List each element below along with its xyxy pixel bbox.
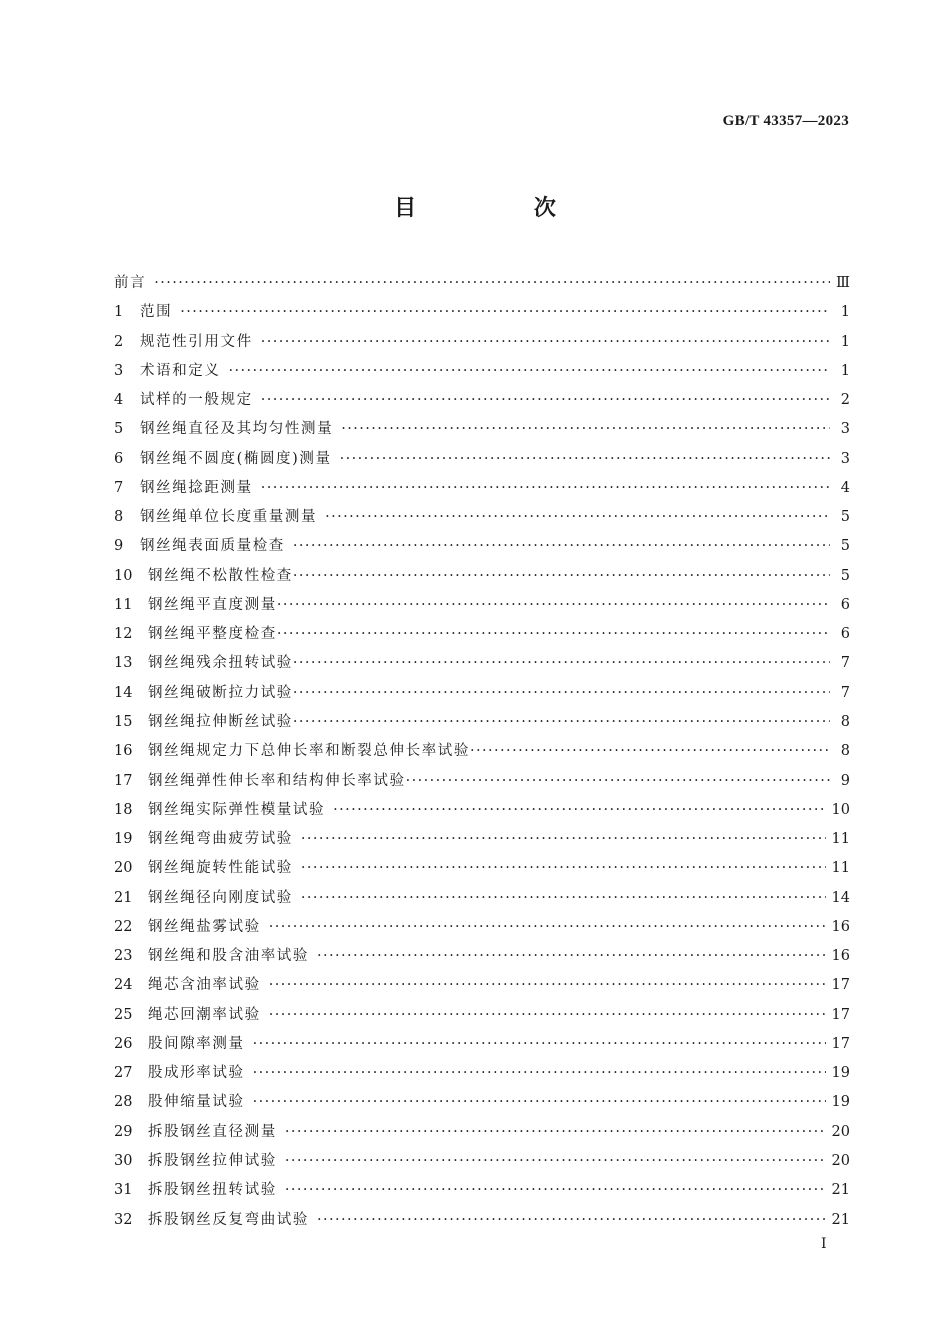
toc-entry-label: 拆股钢丝拉伸试验 xyxy=(148,1152,277,1169)
toc-entry[interactable] xyxy=(114,854,850,883)
toc-entry-label: 钢丝绳平直度测量 xyxy=(148,596,277,613)
toc-leader-dots xyxy=(293,562,830,591)
toc-entry-label: 钢丝绳拉伸断丝试验 xyxy=(148,713,293,730)
toc-entry-page: 19 xyxy=(831,1065,850,1082)
toc-entry-label: 钢丝绳不圆度(椭圆度)测量 xyxy=(140,450,332,467)
toc-entry-label: 钢丝绳残余扭转试验 xyxy=(148,655,293,672)
toc-entry-label: 规范性引用文件 xyxy=(140,333,253,350)
toc-entry-page: 8 xyxy=(840,743,850,760)
toc-entry-label: 范围 xyxy=(140,304,173,321)
toc-entry[interactable] xyxy=(114,884,850,913)
toc-entry-page: 21 xyxy=(831,1182,850,1199)
toc-entry-label: 术语和定义 xyxy=(140,362,221,379)
toc-entry-page: 17 xyxy=(831,977,850,994)
toc-entry-page: 1 xyxy=(840,304,850,321)
toc-entry[interactable] xyxy=(114,825,850,854)
toc-entry-page: 6 xyxy=(840,626,850,643)
toc-entry-number: 9 xyxy=(114,538,124,555)
toc-entry[interactable] xyxy=(114,1176,850,1205)
toc-entry[interactable] xyxy=(114,562,850,591)
toc-entry-page: 11 xyxy=(831,860,850,877)
toc-entry-page: 7 xyxy=(840,655,850,672)
toc-entry-page: 9 xyxy=(840,772,850,789)
toc-leader-dots xyxy=(285,1147,826,1176)
toc-entry[interactable] xyxy=(114,737,850,766)
toc-entry-number: 3 xyxy=(114,362,124,379)
toc-entry-page: 10 xyxy=(831,801,850,818)
toc-entry-number: 24 xyxy=(114,977,133,994)
toc-leader-dots xyxy=(261,386,830,415)
toc-entry-page: 16 xyxy=(831,948,850,965)
toc-entry-label: 钢丝绳旋转性能试验 xyxy=(148,860,293,877)
toc-entry[interactable] xyxy=(114,328,850,357)
toc-leader-dots xyxy=(317,1206,826,1235)
toc-leader-dots xyxy=(261,474,830,503)
toc-leader-dots xyxy=(293,649,830,678)
toc-entry-number: 23 xyxy=(114,948,133,965)
toc-leader-dots xyxy=(325,503,830,532)
toc-entry-number: 28 xyxy=(114,1094,133,1111)
toc-entry-label: 拆股钢丝直径测量 xyxy=(148,1123,277,1140)
toc-entry-label: 绳芯回潮率试验 xyxy=(148,1006,261,1023)
toc-leader-dots xyxy=(269,971,826,1000)
toc-entry-page: 3 xyxy=(840,450,850,467)
toc-entry[interactable] xyxy=(114,649,850,678)
toc-entry-label: 股伸缩量试验 xyxy=(148,1094,245,1111)
toc-entry-page: 6 xyxy=(840,596,850,613)
toc-leader-dots xyxy=(285,1118,826,1147)
toc-entry[interactable] xyxy=(114,1030,850,1059)
toc-entry[interactable] xyxy=(114,1206,850,1235)
toc-entry-number: 16 xyxy=(114,743,133,760)
toc-entry-number: 2 xyxy=(114,333,124,350)
toc-entry-page: 3 xyxy=(840,421,850,438)
toc-entry-number: 31 xyxy=(114,1182,133,1199)
toc-entry-label: 钢丝绳和股含油率试验 xyxy=(148,948,309,965)
toc-leader-dots xyxy=(301,854,826,883)
toc-leader-dots xyxy=(253,1030,826,1059)
toc-entry-label: 试样的一般规定 xyxy=(140,392,253,409)
toc-leader-dots xyxy=(317,942,826,971)
toc-entry-page: 17 xyxy=(831,1006,850,1023)
toc-entry-label: 钢丝绳规定力下总伸长率和断裂总伸长率试验 xyxy=(148,743,470,760)
toc-entry[interactable] xyxy=(114,1059,850,1088)
toc-leader-dots xyxy=(253,1088,826,1117)
toc-entry-label: 钢丝绳弹性伸长率和结构伸长率试验 xyxy=(148,772,406,789)
toc-entry[interactable] xyxy=(114,971,850,1000)
toc-entry-number: 10 xyxy=(114,567,133,584)
toc-entry-page: 4 xyxy=(840,479,850,496)
toc-entry-number: 21 xyxy=(114,889,133,906)
toc-entry[interactable] xyxy=(114,913,850,942)
toc-entry[interactable] xyxy=(114,357,850,386)
toc-entry[interactable] xyxy=(114,1001,850,1030)
toc-entry-number: 17 xyxy=(114,772,133,789)
toc-entry-number: 13 xyxy=(114,655,133,672)
toc-leader-dots xyxy=(285,1176,826,1205)
toc-entry-number: 15 xyxy=(114,713,133,730)
toc-entry-page: 21 xyxy=(831,1211,850,1228)
toc-entry-label: 股间隙率测量 xyxy=(148,1035,245,1052)
toc-entry-number: 22 xyxy=(114,918,133,935)
toc-entry-label: 拆股钢丝扭转试验 xyxy=(148,1182,277,1199)
toc-entry[interactable] xyxy=(114,591,850,620)
toc-entry-number: 8 xyxy=(114,509,124,526)
toc-entry-page: 20 xyxy=(831,1152,850,1169)
toc-entry-label: 绳芯含油率试验 xyxy=(148,977,261,994)
toc-entry-label: 钢丝绳盐雾试验 xyxy=(148,918,261,935)
toc-entry-label: 拆股钢丝反复弯曲试验 xyxy=(148,1211,309,1228)
toc-entry-page: 11 xyxy=(831,831,850,848)
toc-leader-dots xyxy=(229,357,831,386)
toc-entry-label: 前言 xyxy=(114,275,147,291)
toc-entry-label: 钢丝绳弯曲疲劳试验 xyxy=(148,831,293,848)
toc-leader-dots xyxy=(253,1059,826,1088)
toc-leader-dots xyxy=(154,269,830,298)
toc-entry[interactable] xyxy=(114,532,850,561)
toc-entry[interactable] xyxy=(114,269,850,298)
toc-entry-page: 5 xyxy=(840,538,850,555)
toc-entry-label: 钢丝绳破断拉力试验 xyxy=(148,684,293,701)
toc-entry[interactable] xyxy=(114,445,850,474)
toc-entry-page: 20 xyxy=(831,1123,850,1140)
toc-entry-label: 钢丝绳平整度检查 xyxy=(148,626,277,643)
toc-entry-number: 18 xyxy=(114,801,133,818)
toc-leader-dots xyxy=(341,415,830,444)
toc-entry-number: 12 xyxy=(114,626,133,643)
toc-entry-number: 5 xyxy=(114,421,124,438)
toc-entry-label: 钢丝绳直径及其均匀性测量 xyxy=(140,421,334,438)
toc-entry-number: 14 xyxy=(114,684,133,701)
toc-entry-number: 20 xyxy=(114,860,133,877)
toc-entry-page: 1 xyxy=(840,362,850,379)
toc-leader-dots xyxy=(406,767,830,796)
toc-entry-label: 钢丝绳径向刚度试验 xyxy=(148,889,293,906)
toc-entry[interactable] xyxy=(114,708,850,737)
toc-entry-number: 30 xyxy=(114,1152,133,1169)
toc-entry-label: 钢丝绳不松散性检查 xyxy=(148,567,293,584)
toc-entry-page: 8 xyxy=(840,713,850,730)
toc-leader-dots xyxy=(293,679,830,708)
toc-entry[interactable] xyxy=(114,503,850,532)
toc-entry[interactable] xyxy=(114,415,850,444)
toc-entry-number: 6 xyxy=(114,450,124,467)
toc-entry[interactable] xyxy=(114,620,850,649)
toc-entry-label: 股成形率试验 xyxy=(148,1065,245,1082)
toc-entry-page: 5 xyxy=(840,509,850,526)
toc-entry[interactable] xyxy=(114,474,850,503)
toc-entry-page: Ⅲ xyxy=(836,275,850,291)
toc-entry-page: 16 xyxy=(831,918,850,935)
toc-leader-dots xyxy=(269,913,826,942)
toc-entry[interactable] xyxy=(114,1088,850,1117)
toc-entry[interactable] xyxy=(114,767,850,796)
toc-entry[interactable] xyxy=(114,796,850,825)
toc-leader-dots xyxy=(277,620,830,649)
toc-entry[interactable] xyxy=(114,298,850,327)
toc-entry[interactable] xyxy=(114,386,850,415)
toc-entry-page: 2 xyxy=(840,392,850,409)
toc-leader-dots xyxy=(301,825,826,854)
toc-entry-page: 5 xyxy=(840,567,850,584)
toc-entry-label: 钢丝绳表面质量检查 xyxy=(140,538,285,555)
toc-leader-dots xyxy=(180,298,830,327)
toc-entry-number: 27 xyxy=(114,1065,133,1082)
toc-entry-page: 17 xyxy=(831,1035,850,1052)
toc-entry-page: 19 xyxy=(831,1094,850,1111)
toc-entry-number: 25 xyxy=(114,1006,133,1023)
toc-leader-dots xyxy=(333,796,825,825)
toc-entry-label: 钢丝绳捻距测量 xyxy=(140,479,253,496)
toc-entry-page: 14 xyxy=(831,889,850,906)
toc-entry[interactable] xyxy=(114,942,850,971)
toc-leader-dots xyxy=(261,328,830,357)
toc-entry-number: 1 xyxy=(114,304,124,321)
toc-leader-dots xyxy=(293,708,830,737)
toc-leader-dots xyxy=(269,1001,826,1030)
toc-leader-dots xyxy=(301,884,826,913)
toc-entry-number: 11 xyxy=(114,596,133,613)
standard-code: GB/T 43357—2023 xyxy=(722,113,849,129)
toc-entry[interactable] xyxy=(114,1147,850,1176)
toc-entry-number: 29 xyxy=(114,1123,133,1140)
toc-leader-dots xyxy=(277,591,830,620)
page-title: 目 次 xyxy=(394,196,611,221)
toc-entry-number: 4 xyxy=(114,392,124,409)
toc-leader-dots xyxy=(470,737,830,766)
toc-entry-number: 7 xyxy=(114,479,124,496)
toc-entry-number: 19 xyxy=(114,831,133,848)
toc-leader-dots xyxy=(340,445,830,474)
toc-entry-number: 26 xyxy=(114,1035,133,1052)
table-of-contents xyxy=(114,269,850,1235)
page-number: I xyxy=(821,1236,827,1252)
toc-entry-label: 钢丝绳实际弹性模量试验 xyxy=(148,801,326,818)
toc-leader-dots xyxy=(293,532,830,561)
toc-entry-label: 钢丝绳单位长度重量测量 xyxy=(140,509,318,526)
toc-entry-number: 32 xyxy=(114,1211,133,1228)
toc-entry-page: 1 xyxy=(840,333,850,350)
toc-entry-page: 7 xyxy=(840,684,850,701)
toc-entry[interactable] xyxy=(114,679,850,708)
toc-entry[interactable] xyxy=(114,1118,850,1147)
